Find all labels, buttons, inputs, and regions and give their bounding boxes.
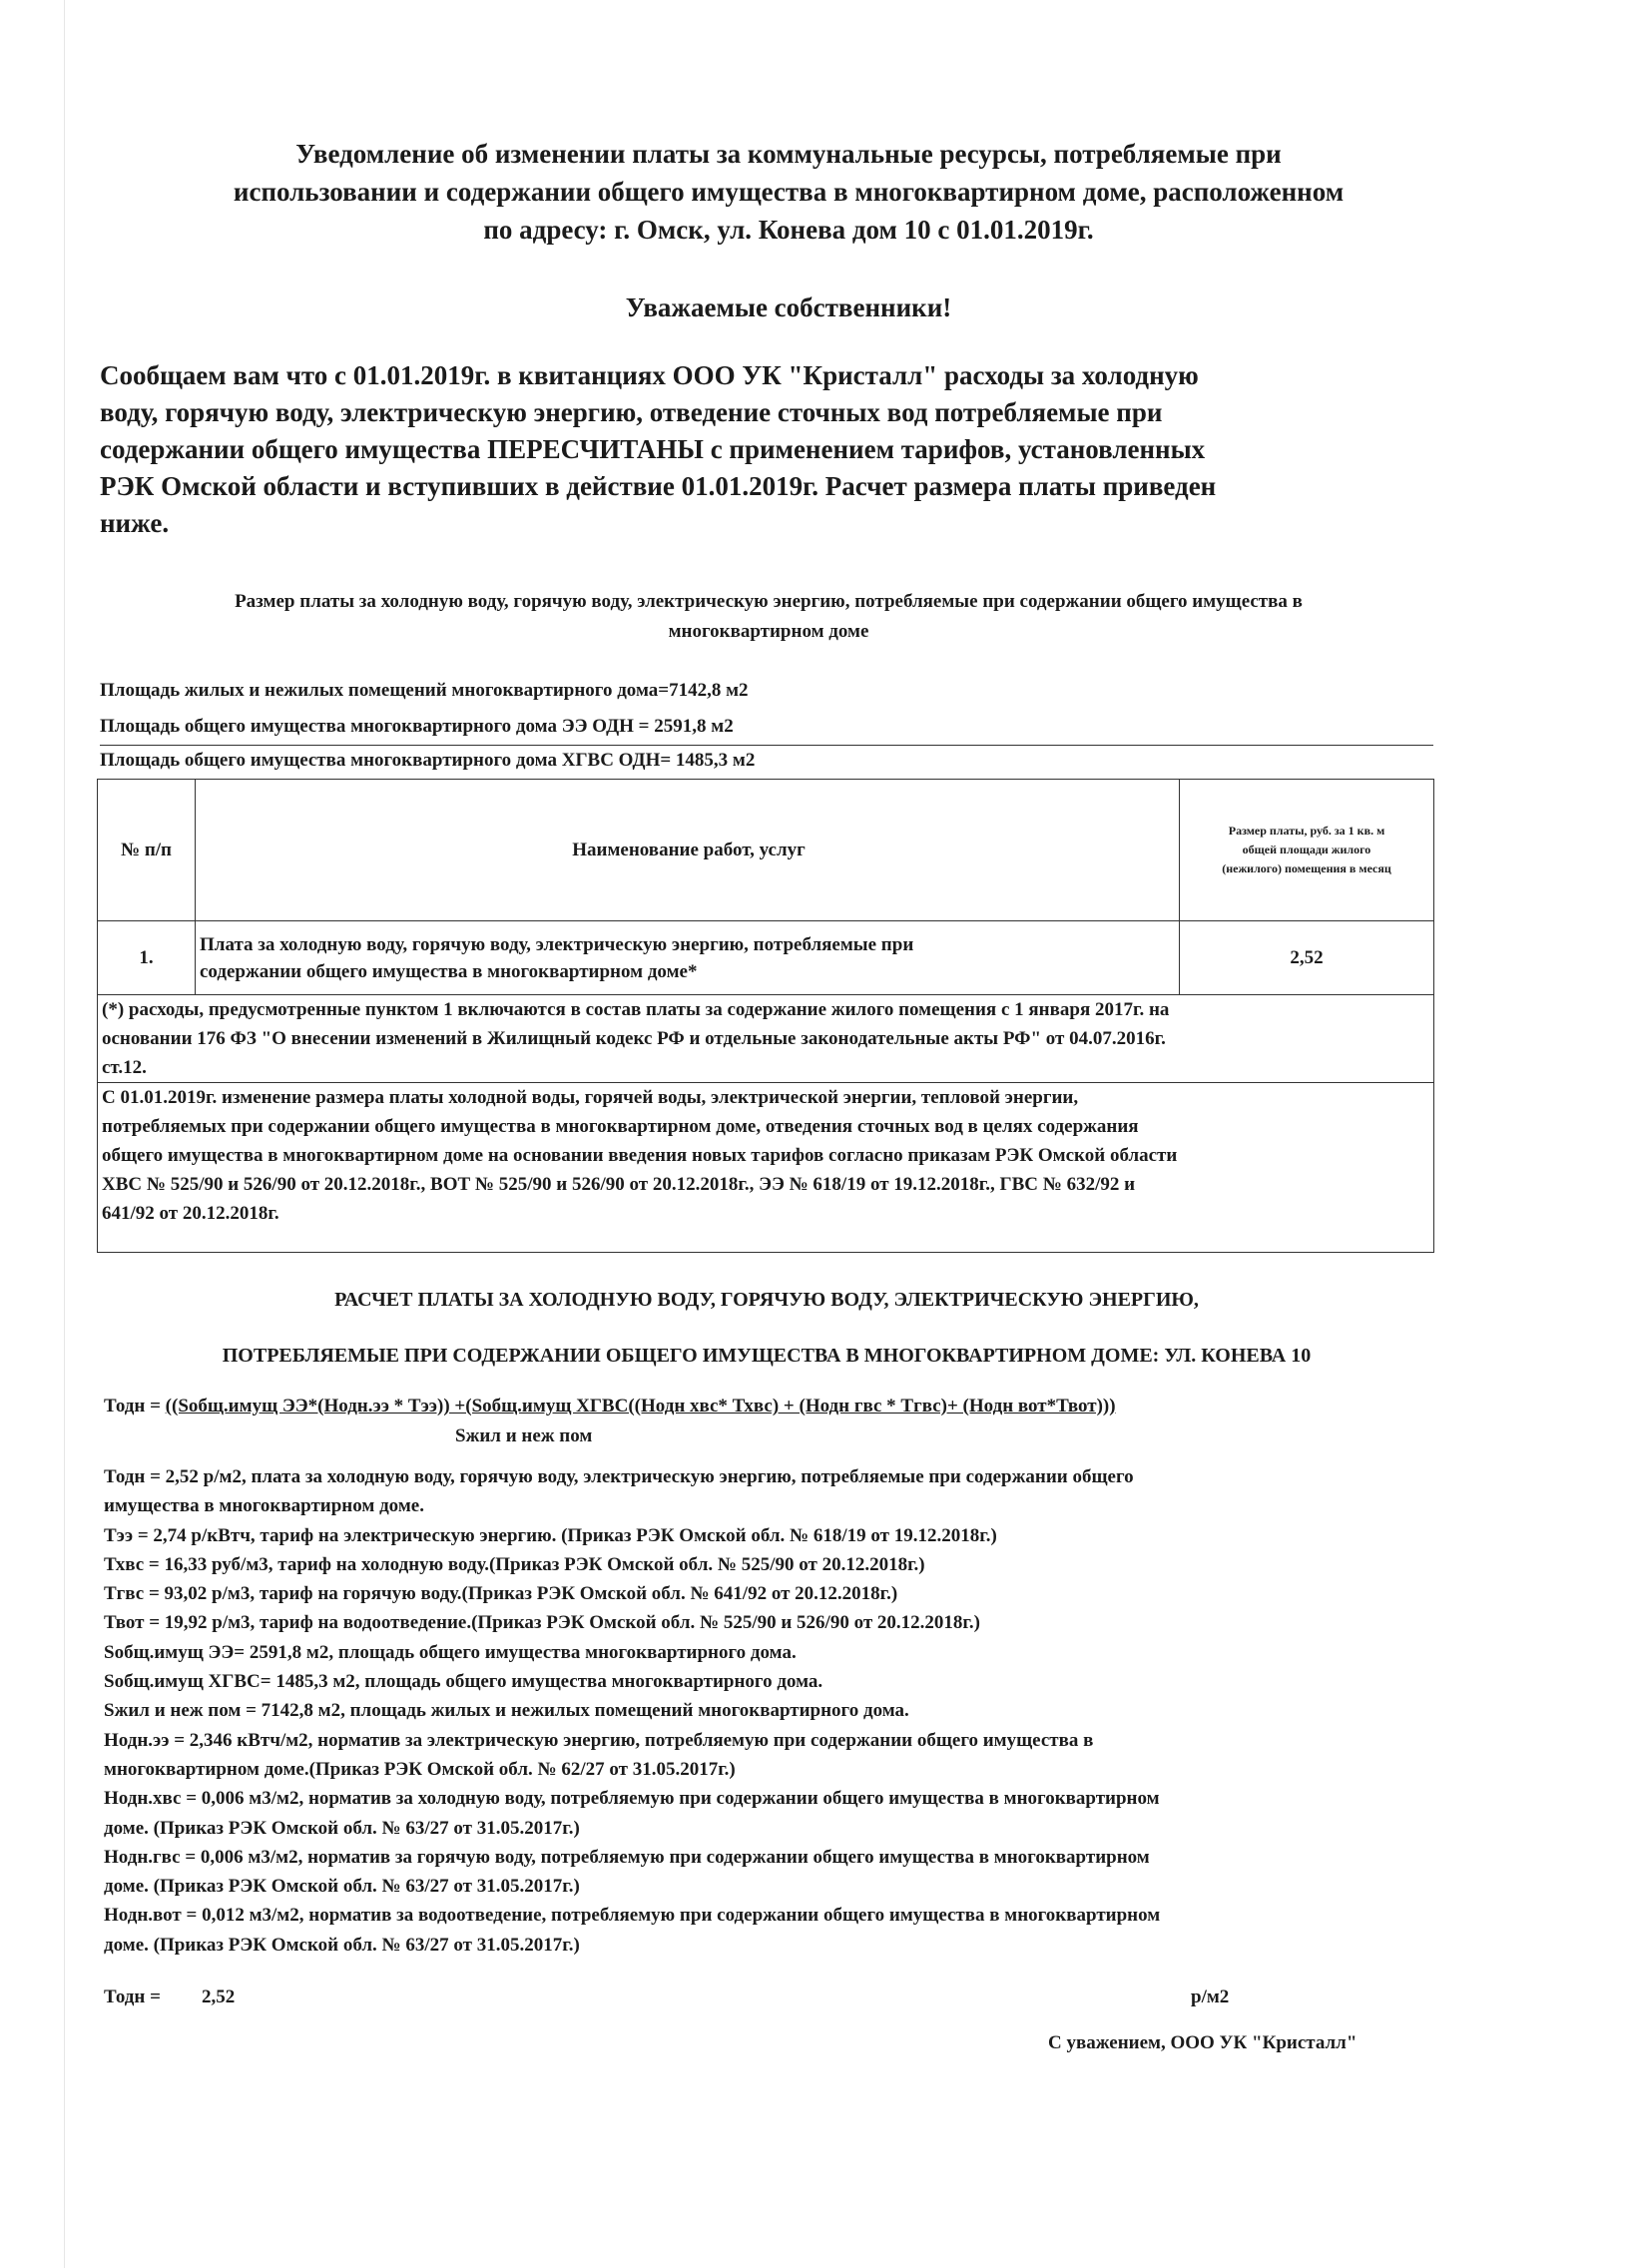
table-note-row bbox=[98, 995, 1434, 1083]
definition-line: доме. (Приказ РЭК Омской обл. № 63/27 от 31.05.2017г.) bbox=[104, 1817, 580, 1839]
definition-line: Тээ = 2,74 р/кВтч, тариф на электрическую энергию. (Приказ РЭК Омской обл. № 618/19 от 19.12.2018г.) bbox=[104, 1524, 997, 1546]
intro-line: РЭК Омской области и вступивших в действие 01.01.2019г. Расчет размера платы приведен bbox=[100, 471, 1217, 501]
definition-line: Нодн.вот = 0,012 м3/м2, норматив за водоотведение, потребляемую при содержании общего имущества в многоквартирном bbox=[104, 1905, 1161, 1927]
definition-line: Sжил и неж пом = 7142,8 м2, площадь жилых и нежилых помещений многоквартирного дома. bbox=[104, 1700, 909, 1722]
note-line: основании 176 ФЗ "О внесении изменений в Жилищный кодекс РФ и отдельные законодательные акты РФ" от 04.07.2016г. bbox=[102, 1028, 1166, 1049]
definition-line: Sобщ.имущ ЭЭ= 2591,8 м2, площадь общего имущества многоквартирного дома. bbox=[104, 1641, 797, 1663]
note-line: ст.12. bbox=[102, 1057, 147, 1078]
table-header-row bbox=[98, 780, 1434, 921]
header-num: № п/п bbox=[98, 780, 196, 921]
definition-line: Тхвс = 16,33 руб/м3, тариф на холодную воду.(Приказ РЭК Омской обл. № 525/90 от 20.12.2018г.) bbox=[104, 1553, 925, 1575]
row-name-line: Плата за холодную воду, горячую воду, электрическую энергию, потребляемые при bbox=[200, 933, 914, 955]
definition-line: доме. (Приказ РЭК Омской обл. № 63/27 от 31.05.2017г.) bbox=[104, 1934, 580, 1956]
area-common-hgvs: Площадь общего имущества многоквартирного дома ХГВС ОДН= 1485,3 м2 bbox=[100, 750, 756, 771]
header-name: Наименование работ, услуг bbox=[196, 780, 1180, 921]
table-row bbox=[98, 921, 1434, 995]
notice-title bbox=[100, 135, 1477, 249]
signature: С уважением, ООО УК "Кристалл" bbox=[1048, 2032, 1358, 2053]
title-line: Уведомление об изменении платы за коммунальные ресурсы, потребляемые при bbox=[295, 139, 1282, 169]
title-line: использовании и содержании общего имущества в многоквартирном доме, расположенном bbox=[233, 177, 1345, 207]
header-value-line: общей площади жилого bbox=[1242, 843, 1371, 856]
note-line: общего имущества в многоквартирном доме на основании введения новых тарифов согласно приказам РЭК Омской области bbox=[102, 1145, 1178, 1166]
definition-line: Нодн.гвс = 0,006 м3/м2, норматив за горячую воду, потребляемую при содержании общего имущества в многоквартирном bbox=[104, 1846, 1150, 1868]
note-line: С 01.01.2019г. изменение размера платы холодной воды, горячей воды, электрической энергии, тепловой энергии, bbox=[102, 1087, 1079, 1108]
footnote-2 bbox=[98, 1083, 1434, 1253]
definition-line: доме. (Приказ РЭК Омской обл. № 63/27 от 31.05.2017г.) bbox=[104, 1876, 580, 1898]
definitions-list bbox=[104, 1462, 1431, 1960]
definition-line: Твот = 19,92 р/м3, тариф на водоотведение.(Приказ РЭК Омской обл. № 525/90 и 526/90 от 20.12.2018г.) bbox=[104, 1612, 980, 1634]
header-value bbox=[1180, 780, 1434, 921]
area-residential: Площадь жилых и нежилых помещений многоквартирного дома=7142,8 м2 bbox=[100, 680, 749, 701]
table-subheading bbox=[100, 587, 1437, 647]
note-line: (*) расходы, предусмотренные пунктом 1 включаются в состав платы за содержание жилого помещения с 1 января 2017г. на bbox=[102, 999, 1170, 1020]
intro-paragraph bbox=[100, 357, 1417, 542]
definition-line: Тгвс = 93,02 р/м3, тариф на горячую воду.(Приказ РЭК Омской обл. № 641/92 от 20.12.2018г.) bbox=[104, 1583, 898, 1605]
calc-title-line-2: ПОТРЕБЛЯЕМЫЕ ПРИ СОДЕРЖАНИИ ОБЩЕГО ИМУЩЕСТВА В МНОГОКВАРТИРНОМ ДОМЕ: УЛ. КОНЕВА 10 bbox=[222, 1345, 1312, 1367]
row-num: 1. bbox=[98, 921, 196, 995]
fee-formula bbox=[104, 1394, 1116, 1419]
subhead-line: Размер платы за холодную воду, горячую воду, электрическую энергию, потребляемые при содержании общего имущества в bbox=[235, 591, 1303, 612]
definition-line: Нодн.хвс = 0,006 м3/м2, норматив за холодную воду, потребляемую при содержании общего имущества в многоквартирном bbox=[104, 1788, 1160, 1810]
result-label: Тодн = bbox=[104, 1986, 161, 2007]
area-common-ee: Площадь общего имущества многоквартирного дома ЭЭ ОДН = 2591,8 м2 bbox=[100, 716, 734, 737]
definition-line: имущества в многоквартирном доме. bbox=[104, 1495, 424, 1517]
header-value-line: Размер платы, руб. за 1 кв. м bbox=[1228, 824, 1385, 838]
definition-line: Тодн = 2,52 р/м2, плата за холодную воду, горячую воду, электрическую энергию, потребляемые при содержании общего bbox=[104, 1466, 1134, 1487]
row-name-line: содержании общего имущества в многоквартирном доме* bbox=[200, 960, 698, 982]
footnote-1 bbox=[98, 995, 1434, 1083]
intro-line: Сообщаем вам что с 01.01.2019г. в квитанциях ООО УК "Кристалл" расходы за холодную bbox=[100, 360, 1199, 390]
intro-line: ниже. bbox=[100, 508, 170, 538]
divider-rule bbox=[100, 745, 1433, 746]
row-name bbox=[196, 921, 1180, 995]
definition-line: Нодн.ээ = 2,346 кВтч/м2, норматив за электрическую энергию, потребляемую при содержании общего имущества в bbox=[104, 1729, 1094, 1751]
table-note-row bbox=[98, 1083, 1434, 1253]
greeting: Уважаемые собственники! bbox=[625, 292, 952, 322]
formula-lhs: Тодн = bbox=[104, 1396, 166, 1417]
note-line: 641/92 от 20.12.2018г. bbox=[102, 1203, 279, 1224]
intro-line: воду, горячую воду, электрическую энергию, отведение сточных вод потребляемые при bbox=[100, 397, 1163, 427]
formula-denominator: Sжил и неж пом bbox=[455, 1425, 593, 1446]
subhead-line: многоквартирном доме bbox=[668, 621, 869, 642]
title-line: по адресу: г. Омск, ул. Конева дом 10 с 01.01.2019г. bbox=[483, 215, 1094, 245]
definition-line: многоквартирном доме.(Приказ РЭК Омской обл. № 62/27 от 31.05.2017г.) bbox=[104, 1758, 736, 1780]
note-line: потребляемых при содержании общего имущества в многоквартирном доме, отведения сточных вод в целях содержания bbox=[102, 1116, 1139, 1137]
result-value: 2,52 bbox=[202, 1986, 236, 2007]
note-line: ХВС № 525/90 и 526/90 от 20.12.2018г., ВОТ № 525/90 и 526/90 от 20.12.2018г., ЭЭ № 618/19 от 19.12.2018г., ГВС № 632/92 и bbox=[102, 1174, 1136, 1195]
result-unit: р/м2 bbox=[1191, 1986, 1230, 2007]
calc-title-line-1: РАСЧЕТ ПЛАТЫ ЗА ХОЛОДНУЮ ВОДУ, ГОРЯЧУЮ ВОДУ, ЭЛЕКТРИЧЕСКУЮ ЭНЕРГИЮ, bbox=[334, 1289, 1199, 1311]
intro-line: содержании общего имущества ПЕРЕСЧИТАНЫ с применением тарифов, установленных bbox=[100, 434, 1206, 464]
row-value: 2,52 bbox=[1180, 921, 1434, 995]
fee-table bbox=[97, 779, 1434, 1253]
header-value-line: (нежилого) помещения в месяц bbox=[1222, 861, 1391, 875]
definition-line: Sобщ.имущ ХГВС= 1485,3 м2, площадь общего имущества многоквартирного дома. bbox=[104, 1671, 823, 1693]
formula-numerator: ((Sобщ.имущ ЭЭ*(Нодн.ээ * Тээ)) +(Sобщ.имущ ХГВС((Нодн хвс* Тхвс) + (Нодн гвс * Тгвс)+ (Нодн вот*Твот))) bbox=[165, 1396, 1116, 1417]
